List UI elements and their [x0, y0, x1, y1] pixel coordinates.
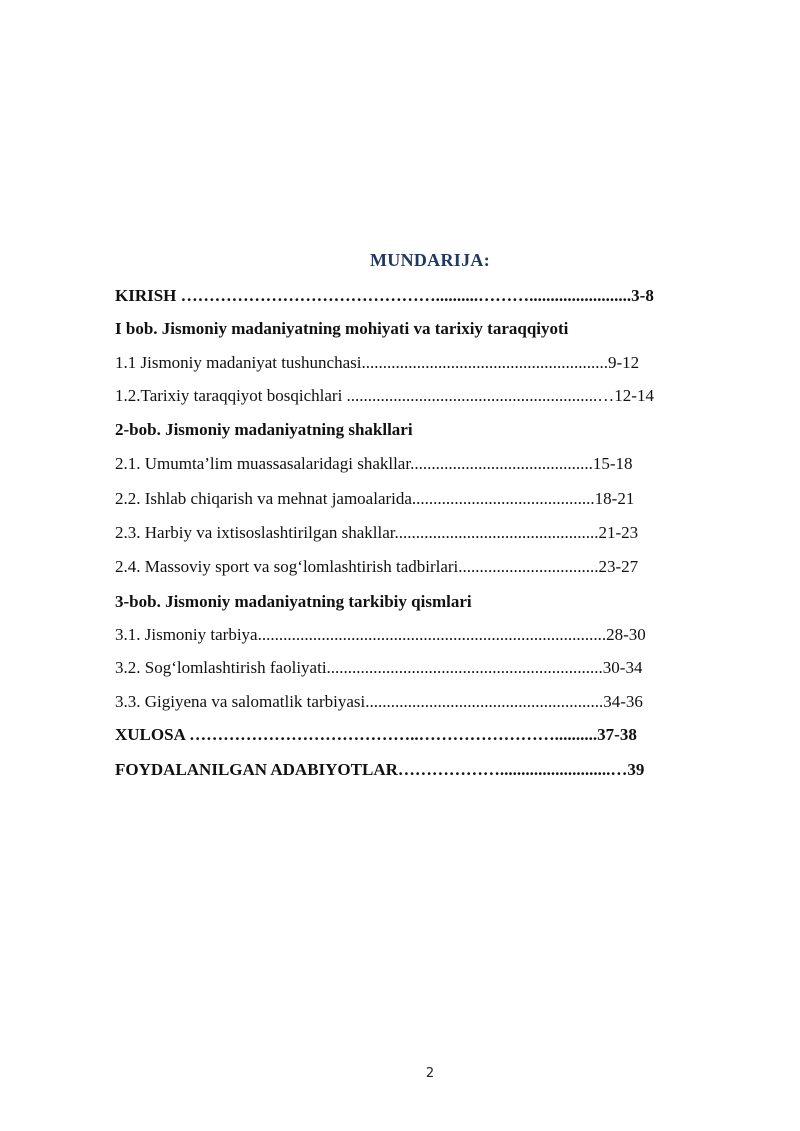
toc-entry: KIRISH ………………………………………..........………........................3-8 — [115, 286, 654, 305]
toc-heading: MUNDARIJA: — [370, 250, 490, 270]
toc-entry: 3.1. Jismoniy tarbiya..................................................................................28-30 — [115, 625, 646, 644]
toc-chapter-heading: 3-bob. Jismoniy madaniyatning tarkibiy qismlari — [115, 592, 472, 611]
toc-entry: FOYDALANILGAN ADABIYOTLAR………………..........................…39 — [115, 760, 645, 779]
toc-entry: 2.4. Massoviy sport va sog‘lomlashtirish tadbirlari.................................23-27 — [115, 557, 639, 576]
toc-entry: 1.2.Tarixiy taraqqiyot bosqichlari ...........................................................…12-14 — [115, 386, 654, 405]
toc-entry: 3.2. Sog‘lomlashtirish faoliyati.................................................................30-34 — [115, 658, 643, 677]
toc-entry: 3.3. Gigiyena va salomatlik tarbiyasi........................................................34-36 — [115, 692, 643, 711]
toc-entry: 1.1 Jismoniy madaniyat tushunchasi..........................................................9-12 — [115, 353, 640, 372]
toc-entry: 2.3. Harbiy va ixtisoslashtirilgan shakllar................................................21-23 — [115, 523, 639, 542]
toc-entry: XULOSA …………………………………..……………………..........37-38 — [115, 725, 637, 744]
toc-chapter-heading: 2-bob. Jismoniy madaniyatning shakllari — [115, 420, 413, 439]
page-number: 2 — [425, 1066, 435, 1081]
toc-chapter-heading: I bob. Jismoniy madaniyatning mohiyati va tarixiy taraqqiyoti — [115, 319, 569, 338]
toc-entry: 2.1. Umumta’lim muassasalaridagi shakllar...........................................15-18 — [115, 454, 633, 473]
toc-entry: 2.2. Ishlab chiqarish va mehnat jamoalarida...........................................18-21 — [115, 489, 635, 508]
